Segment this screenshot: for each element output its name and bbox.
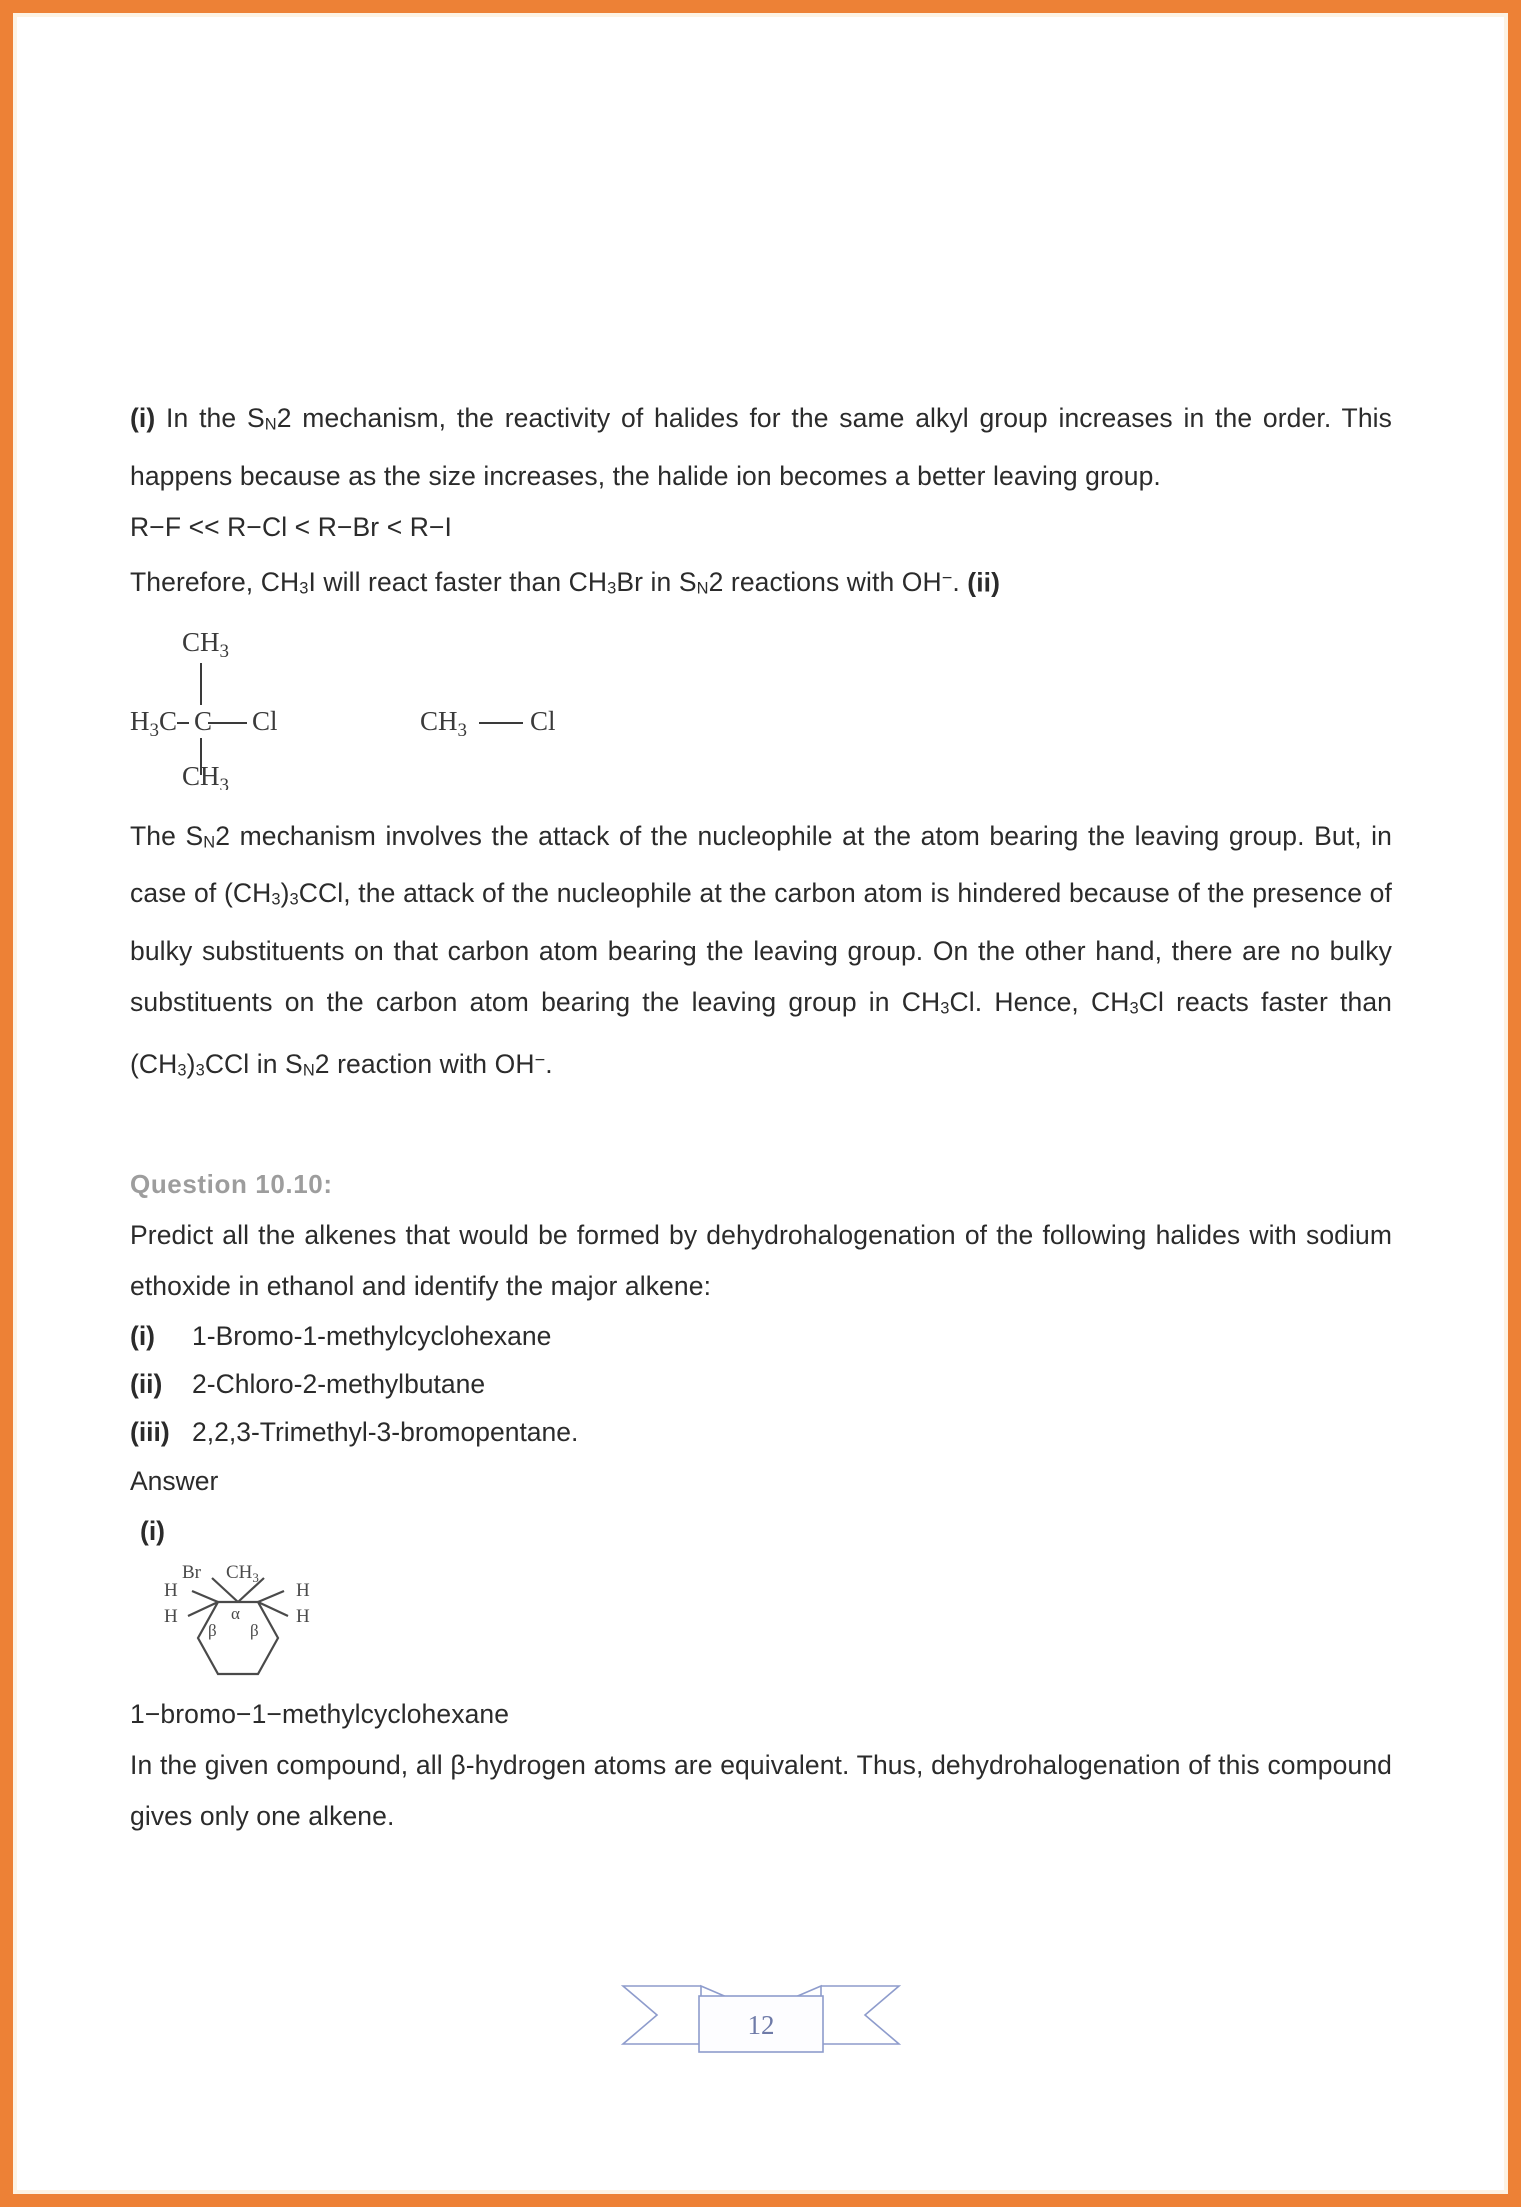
structure-bonds: [177, 663, 523, 775]
expl-sub-3c: 3: [940, 999, 950, 1018]
question-item-iii-marker: (iii): [130, 1416, 170, 1447]
expl-sub-3b: 3: [289, 891, 299, 910]
sn2-subscript-n-2: N: [696, 579, 709, 598]
expl-seg-b: 2 mechanism involves the attack of the nucleophile at the atom bearing the leaving group. But, in case of (CH: [130, 820, 1392, 909]
cyclohexane-h-top-right: H: [296, 1579, 310, 1601]
tbutyl-bottom-ch3-label: $CH_3$: [182, 760, 230, 790]
expl-seg-j: .: [545, 1049, 553, 1080]
cyclohexane-structure-svg: [140, 1564, 340, 1684]
ch3i-subscript: 3: [299, 579, 309, 598]
question-item-iii-label: 2,2,3-Trimethyl-3-bromopentane.: [192, 1416, 579, 1447]
question-item-ii-label: 2-Chloro-2-methylbutane: [192, 1368, 486, 1399]
ch3br-subscript: 3: [607, 579, 617, 598]
expl-sub-3d: 3: [1129, 999, 1139, 1018]
tbutyl-top-ch3-label: $CH_3$: [182, 626, 230, 662]
ribbon-banner-svg: [611, 1968, 911, 2058]
expl-hydroxide-charge: −: [534, 1049, 546, 1070]
expl-seg-i: 2 reaction with OH: [314, 1049, 535, 1080]
cyclohexane-alpha-label: α: [231, 1603, 240, 1623]
expl-sn-sub-1: N: [203, 833, 216, 852]
sn2-explanation-paragraph: [130, 811, 1392, 1097]
methyl-cl-label: Cl: [530, 705, 556, 736]
therefore-seg1: Therefore, CH: [130, 567, 300, 598]
structures-row: [130, 625, 1392, 795]
reactivity-order-line: R−F << R−Cl < R−Br < R−I: [130, 511, 453, 542]
cyclohexane-beta-left-label: β: [208, 1620, 217, 1640]
question-item-ii: [130, 1360, 1392, 1408]
expl-seg-h: CCl in S: [204, 1049, 303, 1080]
expl-seg-f: Cl reacts faster than (CH: [130, 987, 1393, 1080]
methyl-ch3-label: $CH_3$: [420, 705, 468, 741]
answer-part-i-marker: (i): [130, 403, 156, 433]
expl-seg-a: The S: [130, 820, 204, 851]
cyclohexane-ch3-label: $CH_3$: [226, 1563, 259, 1585]
question-prompt: Predict all the alkenes that would be formed by dehydrohalogenation of the following halides with sodium ethoxide in ethanol and identify the major alkene:: [130, 1219, 1392, 1301]
page-number-banner: [0, 1968, 1521, 2063]
expl-seg-e: Cl. Hence, CH: [949, 987, 1130, 1018]
hydroxide-charge-superscript: −: [941, 567, 953, 588]
chloride-structures-svg: [130, 625, 690, 790]
spacer-after-structures: [130, 795, 1392, 811]
tbutyl-center-carbon-label: C: [194, 705, 213, 736]
answer-sub-part-i-marker: (i): [140, 1515, 166, 1546]
expl-sub-3a: 3: [271, 891, 281, 910]
expl-seg-c: ): [280, 878, 290, 909]
cyclohexane-h-bottom-left: H: [164, 1605, 178, 1627]
spacer-before-question: [130, 1097, 1392, 1159]
expl-seg-d: CCl, the attack of the nucleophile at the carbon atom is hindered because of the presence of bulky substituents on that carbon atom bearing the leaving group. On the other hand, there are no bulky substituents on the carbon atom bearing the leaving group in CH: [130, 878, 1392, 1018]
answer-part-ii-marker: (ii): [967, 567, 1001, 598]
cyclohexane-beta-right-label: β: [250, 1620, 259, 1640]
sn2-subscript-n: N: [264, 415, 277, 434]
page-content: [130, 0, 1392, 1842]
expl-sub-3f: 3: [195, 1061, 205, 1080]
therefore-seg3: Br in S: [616, 567, 697, 598]
question-item-iii: [130, 1408, 1392, 1456]
question-item-ii-marker: (ii): [130, 1368, 163, 1399]
expl-sn-sub-2: N: [302, 1061, 315, 1080]
cyclohexane-h-bottom-right: H: [296, 1605, 310, 1627]
compound-name-caption: 1−bromo−1−methylcyclohexane: [130, 1698, 510, 1729]
tbutyl-left-h3c-label: $H_3C$: [130, 705, 178, 741]
expl-sub-3e: 3: [177, 1061, 187, 1080]
question-item-i-marker: (i): [130, 1320, 156, 1351]
therefore-line: [130, 553, 1392, 615]
answer-part-i-paragraph: [130, 393, 1392, 502]
cyclohexane-structure-wrapper: [140, 1564, 1392, 1689]
cyclohexane-br-label: Br: [182, 1563, 201, 1583]
answer-label: Answer: [130, 1465, 219, 1496]
therefore-seg4: 2 reactions with OH: [708, 567, 942, 598]
tbutyl-right-cl-label: Cl: [252, 705, 278, 736]
expl-seg-g: ): [186, 1049, 196, 1080]
therefore-seg5: .: [952, 567, 968, 598]
page-number-text: 12: [747, 2010, 774, 2040]
question-heading: Question 10.10:: [130, 1168, 333, 1199]
question-item-i: [130, 1312, 1392, 1360]
cyclohexane-h-top-left: H: [164, 1579, 178, 1601]
question-item-i-label: 1-Bromo-1-methylcyclohexane: [192, 1320, 552, 1351]
answer-part-i-body: In the $S_N2$ mechanism, the reactivity of halides for the same alkyl group increases in the order. This happens because as the size increases, the halide ion becomes a better leaving group.: [130, 403, 1393, 491]
closing-explanation: In the given compound, all β-hydrogen atoms are equivalent. Thus, dehydrohalogenation of this compound gives only one alkene.: [130, 1749, 1392, 1831]
therefore-seg2: I will react faster than CH: [308, 567, 608, 598]
